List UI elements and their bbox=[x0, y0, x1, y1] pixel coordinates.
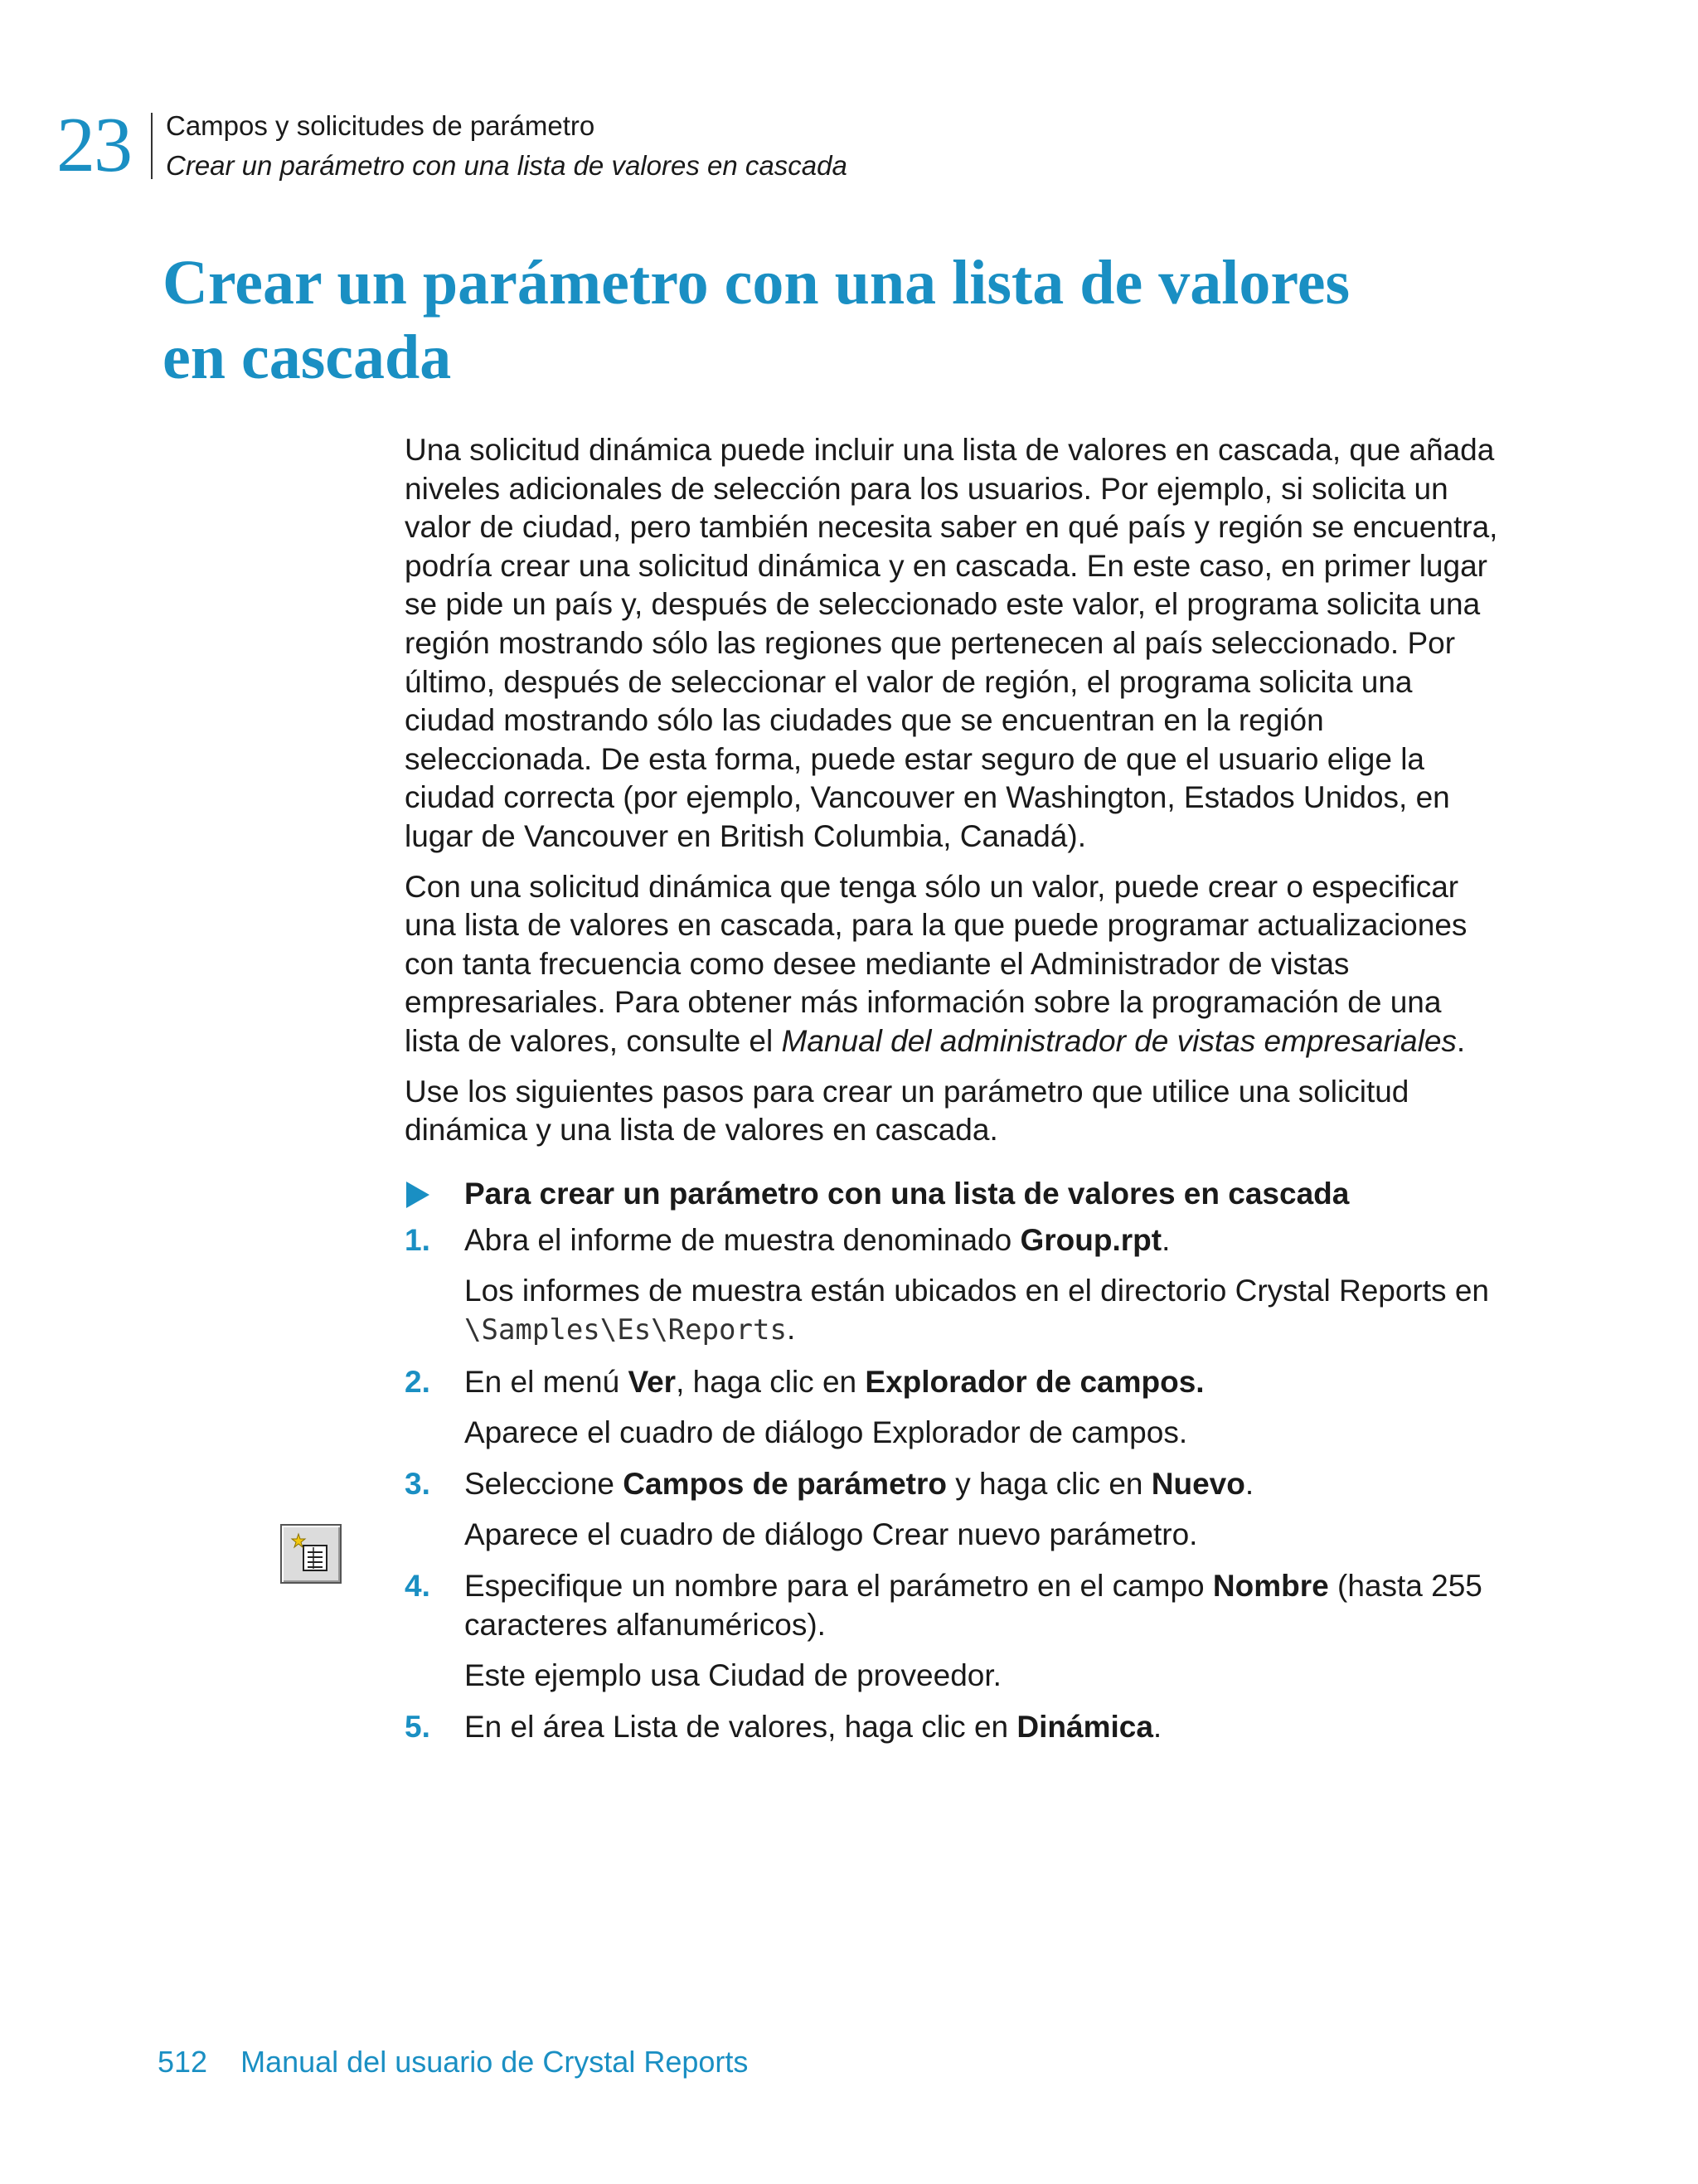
step-note: Aparece el cuadro de diálogo Crear nuevo parámetro. bbox=[464, 1517, 1198, 1551]
new-parameter-icon bbox=[280, 1524, 342, 1584]
step-note: Los informes de muestra están ubicados en el directorio Crystal Reports en \Samples\Es\Reports. bbox=[464, 1273, 1489, 1347]
step-note: Aparece el cuadro de diálogo Explorador de campos. bbox=[464, 1415, 1188, 1449]
page-title-line-2: en cascada bbox=[163, 323, 452, 392]
paragraph-scheduling: Con una solicitud dinámica que tenga sólo un valor, puede crear o especificar una lista de valores en cascada, para la que puede programar actualizaciones con tanta frecuencia como desee mediante el Administrador de vistas empresariales. Para obtener más información sobre la programación de una lista de valores, consulte el Manual del administrador de vistas empresariales. bbox=[405, 869, 1468, 1058]
procedure-step: 1. Abra el informe de muestra denominado Group.rpt. bbox=[405, 1221, 1499, 1260]
step-number: 1. bbox=[405, 1223, 430, 1258]
page-title bbox=[163, 245, 1489, 395]
procedure-heading: Para crear un parámetro con una lista de valores en cascada bbox=[405, 1175, 1499, 1214]
new-parameter-glyph bbox=[290, 1532, 332, 1575]
triangle-right-icon bbox=[406, 1182, 429, 1208]
procedure-step: 4. Especifique un nombre para el parámetro en el campo Nombre (hasta 255 caracteres alfanuméricos). bbox=[405, 1569, 1482, 1643]
procedure-step: 5. En el área Lista de valores, haga clic en Dinámica. bbox=[405, 1708, 1499, 1747]
directory-path: \Samples\Es\Reports bbox=[464, 1313, 787, 1347]
paragraph-intro: Una solicitud dinámica puede incluir una lista de valores en cascada, que añada niveles adicionales de selección para los usuarios. Por ejemplo, si solicita un valor de ciudad, pero también necesita saber en qué país y región se encuentra, podría crear una solicitud dinámica y en cascada. En este caso, en primer lugar se pide un país y, después de seleccionado este valor, el programa solicita una región mostrando sólo las regiones que pertenecen al país seleccionado. Por último, después de seleccionar el valor de región, el programa solicita una ciudad mostrando sólo las ciudades que se encuentran en la región seleccionada. De esta forma, puede estar seguro de que el usuario elige la ciudad correcta (por ejemplo, Vancouver en Washington, Estados Unidos, en lugar de Vancouver en British Columbia, Canadá). bbox=[405, 433, 1498, 853]
page-footer bbox=[158, 2045, 748, 2080]
section-title: Crear un parámetro con una lista de valores en cascada bbox=[166, 150, 847, 181]
procedure-step: 2. En el menú Ver, haga clic en Explorador de campos. bbox=[405, 1363, 1499, 1402]
step-note: Este ejemplo usa Ciudad de proveedor. bbox=[464, 1657, 1002, 1692]
manual-reference: Manual del administrador de vistas empresariales bbox=[781, 1023, 1457, 1058]
header-divider bbox=[151, 113, 153, 179]
paragraph-steps-intro: Use los siguientes pasos para crear un parámetro que utilice una solicitud dinámica y una lista de valores en cascada. bbox=[405, 1074, 1409, 1148]
page-number: 512 bbox=[158, 2045, 208, 2079]
procedure-step: 3. Seleccione Campos de parámetro y haga clic en Nuevo. bbox=[405, 1465, 1499, 1504]
step-number: 2. bbox=[405, 1365, 430, 1400]
page-title-line-1: Crear un parámetro con una lista de valores bbox=[163, 248, 1351, 318]
chapter-number: 23 bbox=[56, 102, 131, 188]
book-title: Manual del usuario de Crystal Reports bbox=[240, 2045, 749, 2079]
body-text bbox=[405, 431, 1499, 1759]
step-number: 4. bbox=[405, 1569, 430, 1604]
step-number: 3. bbox=[405, 1467, 430, 1502]
chapter-title: Campos y solicitudes de parámetro bbox=[166, 110, 595, 141]
step-number: 5. bbox=[405, 1710, 430, 1745]
